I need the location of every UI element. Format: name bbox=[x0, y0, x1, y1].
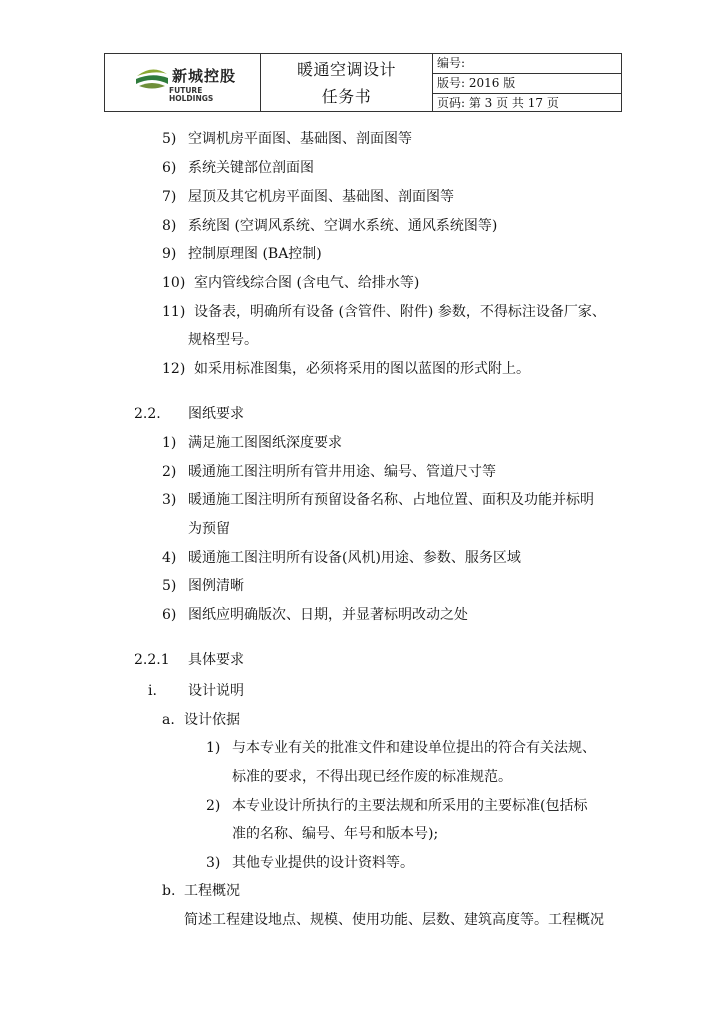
list-item-text: 设备表，明确所有设备 (含管件、附件) 参数，不得标注设备厂家、 bbox=[194, 304, 606, 320]
list-item-text: 暖通施工图注明所有管井用途、编号、管道尺寸等 bbox=[188, 464, 496, 480]
subsection-title: 工程概况 bbox=[184, 883, 240, 899]
list-item-number: 7) bbox=[162, 189, 177, 205]
subsection-number: i. bbox=[148, 683, 157, 699]
list-item-number: 5) bbox=[162, 131, 177, 147]
list-item-text: 暖通施工图注明所有设备(风机)用途、参数、服务区域 bbox=[188, 550, 521, 566]
section-number: 2.2.1 bbox=[134, 652, 170, 668]
list-item-number: 3) bbox=[206, 855, 221, 871]
list-item-text: 暖通施工图注明所有预留设备名称、占地位置、面积及功能并标明 bbox=[188, 492, 594, 508]
company-logo-icon bbox=[135, 62, 169, 92]
company-name-cn: 新城控股 bbox=[172, 67, 237, 85]
document-header bbox=[104, 53, 622, 112]
document-title-line2: 任务书 bbox=[321, 86, 372, 106]
list-item-number: 3) bbox=[162, 492, 177, 508]
paragraph-text: 简述工程建设地点、规模、使用功能、层数、建筑高度等。工程概况 bbox=[184, 912, 604, 928]
document-title-cell bbox=[261, 54, 433, 111]
section-title: 具体要求 bbox=[188, 652, 244, 668]
subsection-title: 设计依据 bbox=[184, 712, 240, 728]
list-item-number: 2) bbox=[162, 464, 177, 480]
list-item-number: 6) bbox=[162, 607, 177, 623]
list-item-continuation: 标准的要求，不得出现已经作废的标准规范。 bbox=[232, 769, 512, 785]
list-item-continuation: 为预留 bbox=[188, 521, 230, 537]
list-item-number: 10) bbox=[162, 275, 186, 291]
page-number: 页码: 第 3 页 共 17 页 bbox=[437, 96, 559, 110]
list-item-text: 空调机房平面图、基础图、剖面图等 bbox=[188, 131, 412, 147]
subsection-title: 设计说明 bbox=[188, 683, 244, 699]
list-item-number: 6) bbox=[162, 160, 177, 176]
document-code: 编号: bbox=[433, 54, 621, 74]
document-info-cell bbox=[433, 54, 621, 111]
list-item-text: 本专业设计所执行的主要法规和所采用的主要标准(包括标 bbox=[232, 798, 588, 814]
list-item-text: 屋顶及其它机房平面图、基础图、剖面图等 bbox=[188, 189, 454, 205]
list-item-text: 系统关键部位剖面图 bbox=[188, 160, 314, 176]
list-item-number: 1) bbox=[162, 435, 177, 451]
list-item-number: 5) bbox=[162, 578, 177, 594]
company-name-en-2: HOLDINGS bbox=[169, 94, 214, 103]
list-item-number: 8) bbox=[162, 218, 177, 234]
section-title: 图纸要求 bbox=[188, 406, 244, 422]
company-name-en-1: FUTURE bbox=[169, 86, 203, 95]
list-item-number: 9) bbox=[162, 246, 177, 262]
document-version: 版号: 2016 版 bbox=[433, 74, 621, 94]
list-item-number: 12) bbox=[162, 361, 186, 377]
list-item-text: 系统图 (空调风系统、空调水系统、通风系统图等) bbox=[188, 218, 498, 234]
list-item-text: 如采用标准图集，必须将采用的图以蓝图的形式附上。 bbox=[194, 361, 530, 377]
list-item-text: 室内管线综合图 (含电气、给排水等) bbox=[194, 275, 420, 291]
list-item-continuation: 规格型号。 bbox=[188, 332, 258, 348]
list-item-text: 图例清晰 bbox=[188, 578, 244, 594]
list-item-number: 4) bbox=[162, 550, 177, 566]
list-item-number: 2) bbox=[206, 798, 221, 814]
list-item-text: 与本专业有关的批准文件和建设单位提出的符合有关法规、 bbox=[232, 740, 596, 756]
section-number: 2.2. bbox=[134, 406, 161, 422]
document-title-line1: 暖通空调设计 bbox=[296, 59, 396, 79]
list-item-text: 其他专业提供的设计资料等。 bbox=[232, 855, 414, 871]
list-item-continuation: 准的名称、编号、年号和版本号); bbox=[232, 826, 439, 842]
list-item-text: 控制原理图 (BA控制) bbox=[188, 246, 322, 262]
subsection-number: a. bbox=[162, 712, 175, 728]
company-logo-cell bbox=[105, 54, 261, 111]
subsection-number: b. bbox=[162, 883, 176, 899]
list-item-number: 1) bbox=[206, 740, 221, 756]
list-item-text: 满足施工图图纸深度要求 bbox=[188, 435, 342, 451]
list-item-number: 11) bbox=[162, 304, 186, 320]
list-item-text: 图纸应明确版次、日期，并显著标明改动之处 bbox=[188, 607, 468, 623]
